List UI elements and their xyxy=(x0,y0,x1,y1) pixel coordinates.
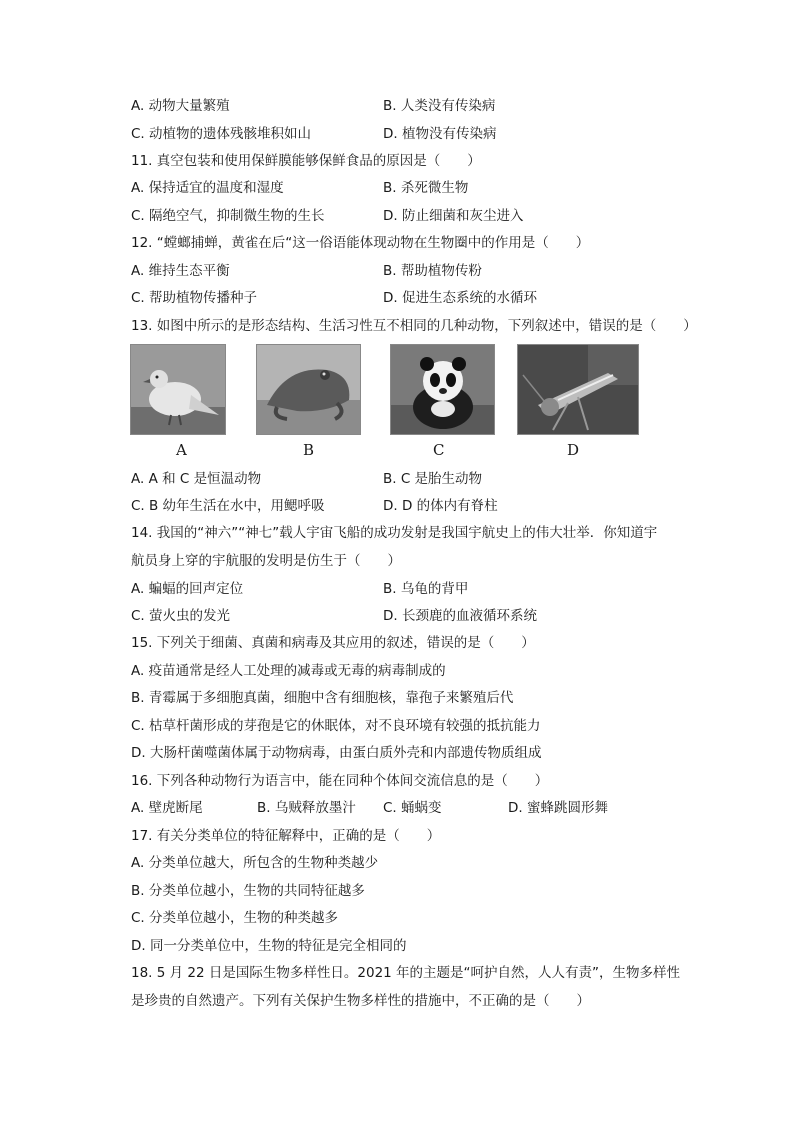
q18-stem-line2: 是珍贵的自然遗产。下列有关保护生物多样性的措施中，不正确的是（ ） xyxy=(131,993,590,1009)
photo-grasshopper xyxy=(517,344,639,435)
q16-option-a: A. 壁虎断尾 xyxy=(131,800,203,816)
q11-option-b: B. 杀死微生物 xyxy=(383,180,469,196)
q12-option-c: C. 帮助植物传播种子 xyxy=(131,290,258,306)
q14-stem-line1: 14. 我国的“神六”“神七”载人宇宙飞船的成功发射是我国宇航史上的伟大壮举．你知道宇 xyxy=(131,525,658,541)
q14-option-a: A. 蝙蝠的回声定位 xyxy=(131,581,244,597)
photo-caption-a: A xyxy=(176,441,187,459)
q17-option-c: C. 分类单位越小，生物的种类越多 xyxy=(131,910,339,926)
q11-option-a: A. 保持适宜的温度和湿度 xyxy=(131,180,284,196)
q12-option-a: A. 维持生态平衡 xyxy=(131,263,230,279)
q16-option-d: D. 蜜蜂跳圆形舞 xyxy=(508,800,608,816)
q13-option-b: B. C 是胎生动物 xyxy=(383,471,483,487)
q13-stem: 13. 如图中所示的是形态结构、生活习性互不相同的几种动物，下列叙述中，错误的是（ ） xyxy=(131,318,697,334)
q13-option-c: C. B 幼年生活在水中，用鳃呼吸 xyxy=(131,498,325,514)
q11-option-c: C. 隔绝空气，抑制微生物的生长 xyxy=(131,208,325,224)
photo-caption-c: C xyxy=(433,441,445,459)
q12-stem: 12. “螳螂捕蝉，黄雀在后“这一俗语能体现动物在生物圈中的作用是（ ） xyxy=(131,235,590,251)
q14-option-b: B. 乌龟的背甲 xyxy=(383,581,469,597)
q17-option-b: B. 分类单位越小，生物的共同特征越多 xyxy=(131,883,365,899)
q16-option-b: B. 乌贼释放墨汁 xyxy=(257,800,356,816)
q16-stem: 16. 下列各种动物行为语言中，能在同种个体间交流信息的是（ ） xyxy=(131,773,549,789)
q13-option-a: A. A 和 C 是恒温动物 xyxy=(131,471,262,487)
q17-option-d: D. 同一分类单位中，生物的特征是完全相同的 xyxy=(131,938,407,954)
q15-stem: 15. 下列关于细菌、真菌和病毒及其应用的叙述，错误的是（ ） xyxy=(131,635,535,651)
q17-stem: 17. 有关分类单位的特征解释中，正确的是（ ） xyxy=(131,828,441,844)
photo-frog xyxy=(256,344,361,435)
q13-option-d: D. D 的体内有脊柱 xyxy=(383,498,498,514)
q15-option-d: D. 大肠杆菌噬菌体属于动物病毒，由蛋白质外壳和内部遗传物质组成 xyxy=(131,745,542,761)
q10-option-a: A. 动物大量繁殖 xyxy=(131,98,230,114)
q10-option-c: C. 动植物的遗体残骸堆积如山 xyxy=(131,126,312,142)
q10-option-b: B. 人类没有传染病 xyxy=(383,98,496,114)
photo-pigeon xyxy=(130,344,226,435)
q16-option-c: C. 蛹蜗变 xyxy=(383,800,442,816)
photo-caption-d: D xyxy=(567,441,580,459)
q15-option-b: B. 青霉属于多细胞真菌，细胞中含有细胞核，靠孢子来繁殖后代 xyxy=(131,690,514,706)
q11-option-d: D. 防止细菌和灰尘进入 xyxy=(383,208,524,224)
q11-stem: 11. 真空包装和使用保鲜膜能够保鲜食品的原因是（ ） xyxy=(131,153,481,169)
q14-stem-line2: 航员身上穿的宇航服的发明是仿生于（ ） xyxy=(131,553,401,569)
photo-caption-b: B xyxy=(303,441,315,459)
q15-option-c: C. 枯草杆菌形成的芽孢是它的休眠体，对不良环境有较强的抵抗能力 xyxy=(131,718,541,734)
q14-option-d: D. 长颈鹿的血液循环系统 xyxy=(383,608,537,624)
q17-option-a: A. 分类单位越大，所包含的生物种类越少 xyxy=(131,855,379,871)
q12-option-b: B. 帮助植物传粉 xyxy=(383,263,482,279)
photo-panda xyxy=(390,344,495,435)
q14-option-c: C. 萤火虫的发光 xyxy=(131,608,231,624)
q15-option-a: A. 疫苗通常是经人工处理的减毒或无毒的病毒制成的 xyxy=(131,663,446,679)
q10-option-d: D. 植物没有传染病 xyxy=(383,126,497,142)
q18-stem-line1: 18. 5 月 22 日是国际生物多样性日。2021 年的主题是“呵护自然，人人有责”，生物多样性 xyxy=(131,965,681,981)
q12-option-d: D. 促进生态系统的水循环 xyxy=(383,290,537,306)
